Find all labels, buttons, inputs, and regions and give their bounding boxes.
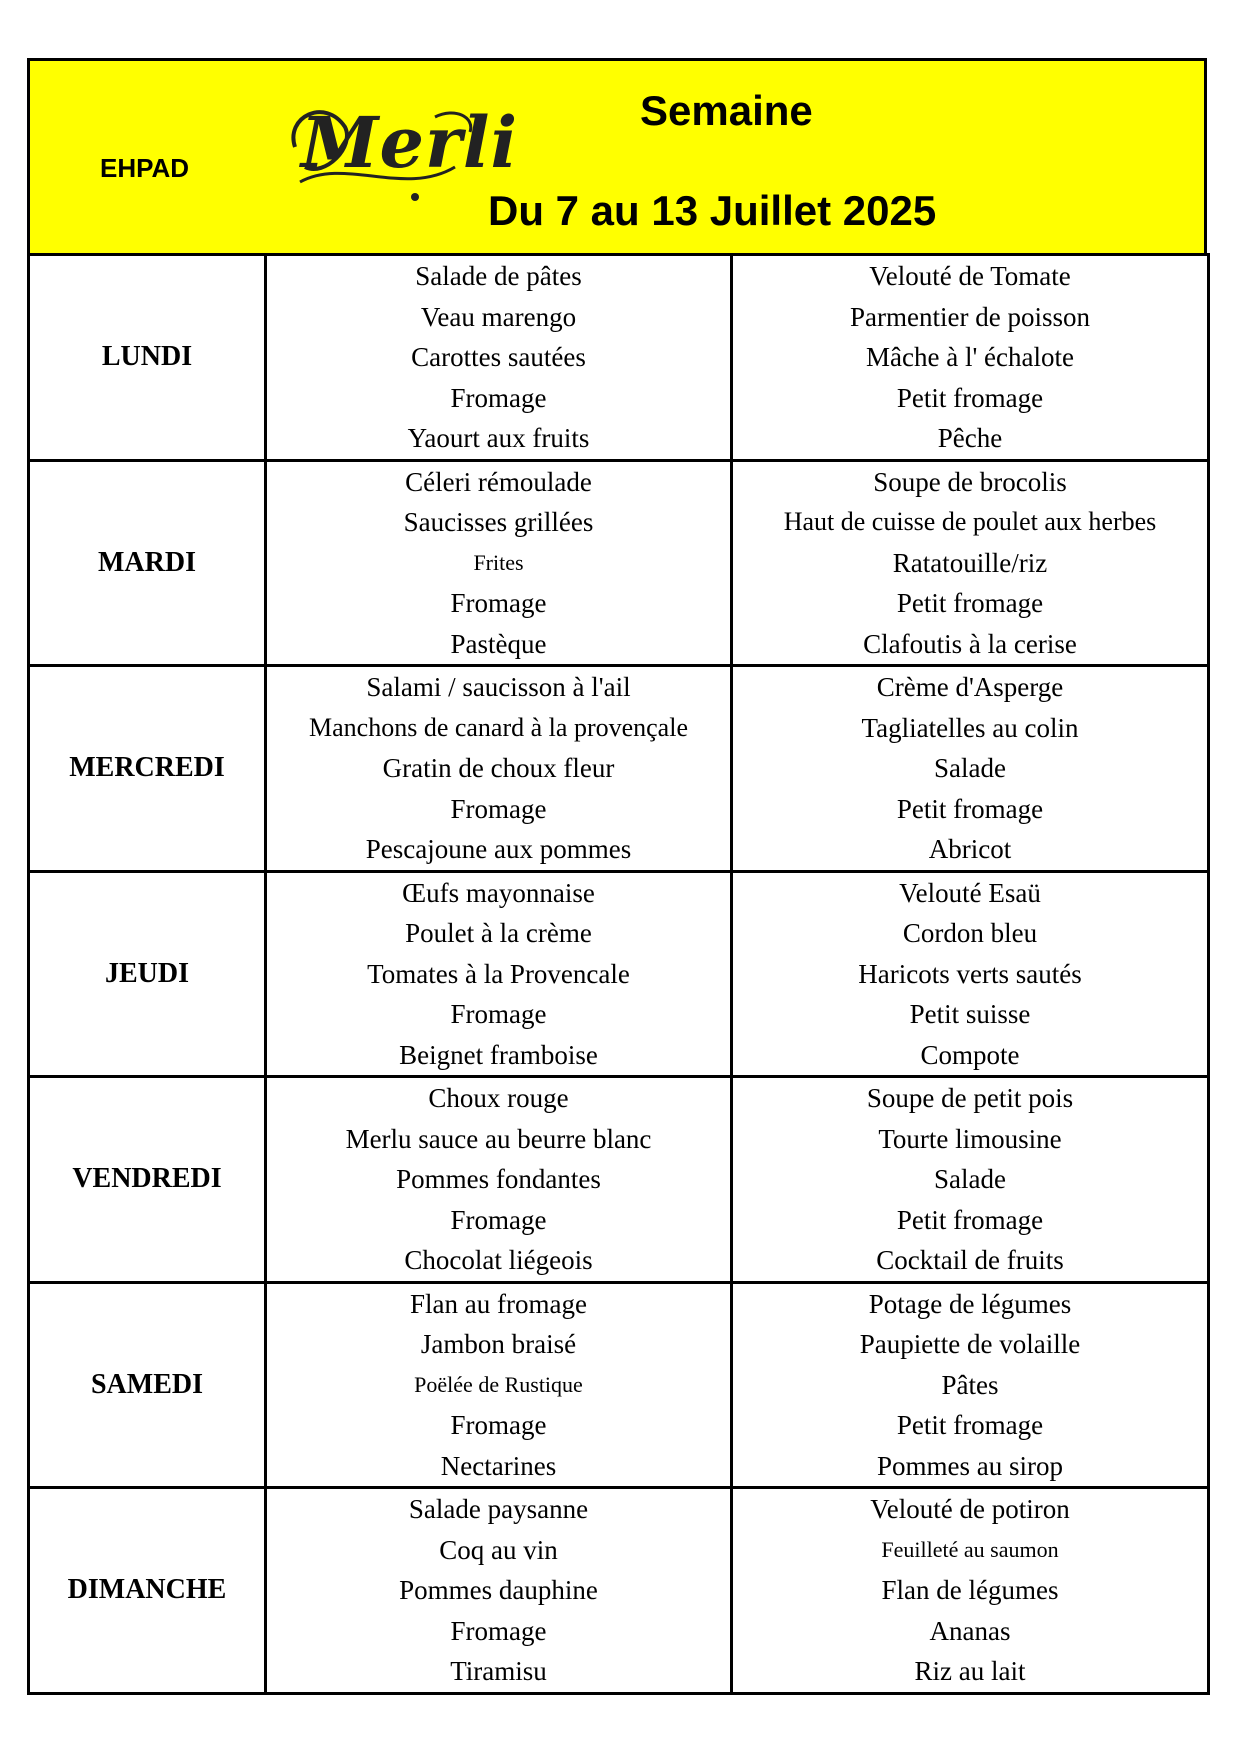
dish: Salami / saucisson à l'ail xyxy=(366,672,631,702)
table-row xyxy=(29,1282,1209,1488)
dish: Flan de légumes xyxy=(881,1575,1059,1605)
day-name: MARDI xyxy=(29,460,266,666)
date-range: Du 7 au 13 Juillet 2025 xyxy=(488,187,937,234)
dish: Petit suisse xyxy=(909,999,1031,1029)
table-row xyxy=(29,871,1209,1077)
dish: Fromage xyxy=(450,1615,547,1646)
day-name: JEUDI xyxy=(29,871,266,1077)
dish: Pommes fondantes xyxy=(396,1164,601,1194)
dish: Parmentier de poisson xyxy=(850,301,1090,332)
day-name: MERCREDI xyxy=(29,666,266,872)
dish: Fromage xyxy=(450,588,547,618)
table-row xyxy=(29,255,1209,461)
dish: Abricot xyxy=(928,834,1012,864)
dish: Crème d'Asperge xyxy=(876,672,1064,702)
logo-text: Merli xyxy=(301,101,519,184)
lunch-menu xyxy=(266,1488,732,1694)
dish: Salade paysanne xyxy=(408,1494,589,1524)
dish: Saucisses grillées xyxy=(403,507,594,537)
merli-logo xyxy=(285,87,519,207)
dish: Pastèque xyxy=(450,628,547,659)
dish: Potage de légumes xyxy=(868,1288,1072,1319)
dish: Manchons de canard à la provençale xyxy=(309,712,688,742)
dish: Riz au lait xyxy=(914,1656,1026,1686)
dish: Feuilleté au saumon xyxy=(881,1536,1059,1562)
dish: Flan au fromage xyxy=(410,1288,587,1319)
dish: Haut de cuisse de poulet aux herbes xyxy=(783,507,1157,536)
dish: Nectarines xyxy=(440,1450,557,1481)
lunch-menu xyxy=(266,1282,732,1488)
dinner-menu xyxy=(732,871,1209,1077)
day-name: VENDREDI xyxy=(29,1077,266,1283)
dish: Cocktail de fruits xyxy=(876,1245,1064,1275)
dish: Poulet à la crème xyxy=(405,918,592,948)
dish: Fromage xyxy=(450,793,547,824)
lunch-menu xyxy=(266,460,732,666)
dish: Petit fromage xyxy=(896,793,1044,824)
menu-sheet xyxy=(27,58,1207,1695)
dish: Tiramisu xyxy=(450,1656,547,1686)
dish: Pâtes xyxy=(941,1369,999,1400)
dish: Velouté Esaü xyxy=(899,877,1041,908)
lunch-menu xyxy=(266,871,732,1077)
table-row xyxy=(29,460,1209,666)
dish: Fromage xyxy=(450,999,547,1029)
ehpad-label: EHPAD xyxy=(100,153,190,183)
dish: Merlu sauce au beurre blanc xyxy=(345,1123,652,1154)
dinner-menu xyxy=(732,1282,1209,1488)
dish: Soupe de petit pois xyxy=(866,1083,1074,1113)
dish: Gratin de choux fleur xyxy=(382,753,615,783)
day-name: SAMEDI xyxy=(29,1282,266,1488)
dish: Ratatouille/riz xyxy=(892,547,1048,578)
dinner-menu xyxy=(732,460,1209,666)
dish: Carottes sautées xyxy=(411,342,586,372)
day-name: LUNDI xyxy=(29,255,266,461)
dish: Haricots verts sautés xyxy=(858,958,1082,989)
table-row xyxy=(29,1077,1209,1283)
dish: Tagliatelles au colin xyxy=(861,712,1079,743)
dinner-menu xyxy=(732,1077,1209,1283)
dish: Veau marengo xyxy=(420,301,577,332)
dish: Pommes au sirop xyxy=(877,1450,1063,1481)
table-row xyxy=(29,666,1209,872)
dish: Œufs mayonnaise xyxy=(402,877,595,908)
dish: Tourte limousine xyxy=(878,1123,1062,1154)
dish: Frites xyxy=(473,549,524,575)
dish: Compote xyxy=(920,1039,1020,1070)
dish: Petit fromage xyxy=(896,382,1044,413)
dish: Petit fromage xyxy=(896,1410,1044,1440)
dish: Coq au vin xyxy=(439,1534,558,1565)
dish: Pommes dauphine xyxy=(399,1575,598,1605)
lunch-menu xyxy=(266,1077,732,1283)
dish: Beignet framboise xyxy=(399,1039,598,1070)
header-banner xyxy=(27,58,1207,256)
dish: Chocolat liégeois xyxy=(404,1245,593,1275)
lunch-menu xyxy=(266,666,732,872)
dish: Cordon bleu xyxy=(902,918,1038,948)
lunch-menu xyxy=(266,255,732,461)
dish: Salade de pâtes xyxy=(415,261,582,291)
dish: Velouté de potiron xyxy=(870,1494,1070,1524)
dish: Petit fromage xyxy=(896,1204,1044,1235)
dish: Yaourt aux fruits xyxy=(407,423,590,453)
dish: Fromage xyxy=(450,1204,547,1235)
dish: Petit fromage xyxy=(896,588,1044,618)
dish: Velouté de Tomate xyxy=(869,261,1071,291)
dish: Soupe de brocolis xyxy=(873,466,1067,497)
day-name: DIMANCHE xyxy=(29,1488,266,1694)
dish: Fromage xyxy=(450,1410,547,1440)
dish: Salade xyxy=(934,753,1006,783)
dish: Fromage xyxy=(450,382,547,413)
table-row xyxy=(29,1488,1209,1694)
dish: Salade xyxy=(934,1164,1006,1194)
menu-table xyxy=(27,253,1210,1695)
dish: Pescajoune aux pommes xyxy=(365,834,632,864)
dish: Paupiette de volaille xyxy=(859,1329,1081,1359)
dish: Clafoutis à la cerise xyxy=(863,628,1077,659)
dish: Jambon braisé xyxy=(420,1329,577,1359)
dish: Mâche à l' échalote xyxy=(866,342,1074,372)
dish: Tomates à la Provencale xyxy=(367,958,630,989)
dish: Pêche xyxy=(937,423,1003,453)
dish: Choux rouge xyxy=(428,1083,569,1113)
dinner-menu xyxy=(732,666,1209,872)
week-title: Semaine xyxy=(640,87,813,134)
dinner-menu xyxy=(732,255,1209,461)
dish: Poëlée de Rustique xyxy=(414,1371,583,1397)
dish: Céleri rémoulade xyxy=(405,466,592,497)
dinner-menu xyxy=(732,1488,1209,1694)
dish: Ananas xyxy=(929,1615,1011,1646)
